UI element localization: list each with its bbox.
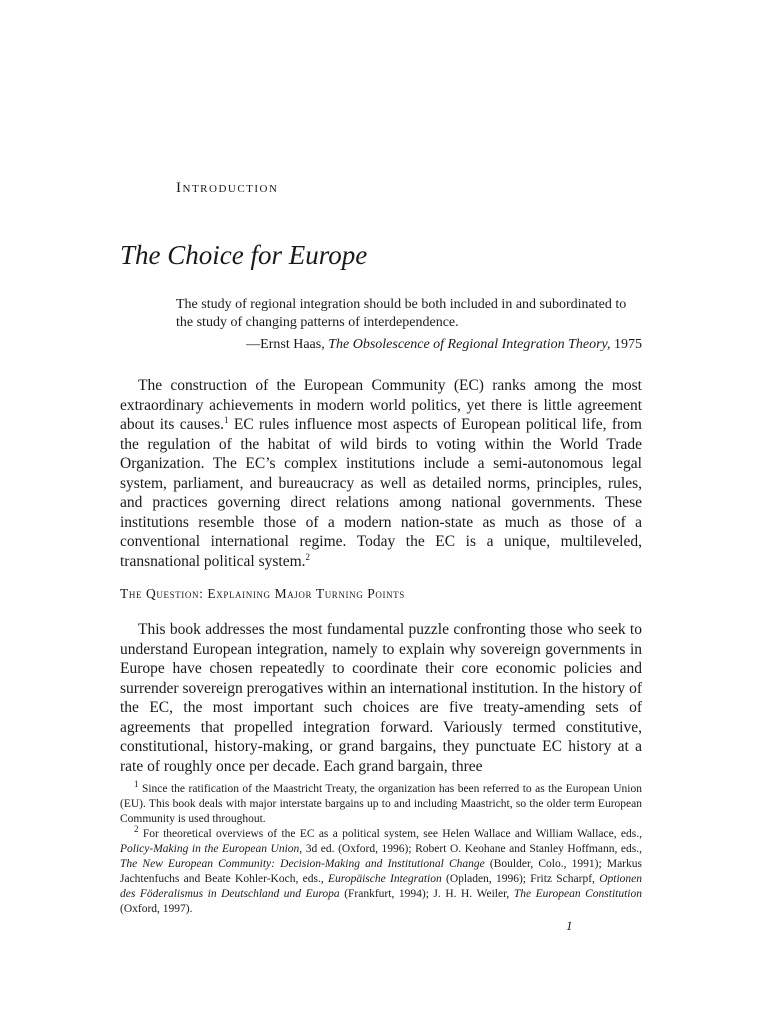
attribution-year: 1975 [610,337,642,352]
paragraph-1-text-a: The construction of the European Community (EC) ranks among the most extraordinary achievements in modern world politics, yet there is little agreement about its causes. [120,377,642,433]
epigraph-attribution [176,336,642,354]
fn2-text-1: For theoretical overviews of the EC as a political system, see Helen Wallace and William Wallace, eds., [138,828,642,840]
epigraph [176,296,642,354]
fn2-citation-3: Europäische Integration [328,873,442,885]
fn2-citation-4: Optionen des Föderalismus in Deutschland und Europa [120,873,643,900]
footnote-2 [120,824,643,917]
footnote-2-number: 2 [134,824,139,835]
fn2-text-4: (Opladen, 1996); Fritz Scharpf, [441,873,600,885]
epigraph-quote: The study of regional integration should be both included in and subordinated to the study of changing patterns of interdependence. [176,297,627,330]
chapter-kicker: Introduction [176,180,279,196]
attribution-prefix: —Ernst Haas, [246,337,329,352]
footnotes [120,779,643,917]
fn2-citation-5: The European Constitution [513,888,642,900]
fn2-citation-1: Policy-Making in the European Union, [120,843,303,855]
footnote-1 [120,779,642,827]
footnote-1-text: Since the ratification of the Maastricht Treaty, the organization has been referred to as the European Union (EU). This book deals with major interstate bargains up to and including Maastricht, so the older term European Community is used throughout. [120,783,642,825]
fn2-text-6: (Oxford, 1997). [120,903,193,915]
footnote-ref-2[interactable]: 2 [305,551,311,562]
footnote-1-number: 1 [134,779,139,790]
page-number: 1 [566,918,573,933]
fn2-text-5: (Frankfurt, 1994); J. H. H. Weiler, [339,888,514,900]
paragraph-1 [120,376,642,571]
section-heading: The Question: Explaining Major Turning Points [120,586,405,601]
fn2-text-3: (Boulder, Colo., 1991); Markus Jachtenfuchs and Beate Kohler-Koch, eds., [120,858,642,885]
paragraph-1-text-b: EC rules influence most aspects of European political life, from the regulation of the habitat of wild birds to voting within the World Trade Organization. The EC’s complex institutions include a semi-autonomous legal system, parliament, and bureaucracy as well as detailed norms, principles, rules, and practices governing direct relations among national governments. These institutions resemble those of a modern nation-state as much as those of a conventional international regime. Today the EC is a unique, multileveled, transnational political system. [120,416,642,570]
chapter-title: The Choice for Europe [120,240,368,270]
footnote-ref-1[interactable]: 1 [224,414,229,425]
paragraph-2: This book addresses the most fundamental puzzle confronting those who seek to understand European integration, namely to explain why sovereign governments in Europe have chosen repeatedly to coordinate their core economic policies and surrender sovereign prerogatives within an international institution. In the history of the EC, the most important such choices are five treaty-amending sets of agreements that propelled integration forward. Variously termed constitutive, constitutional, history-making, or grand bargains, they punctuate EC history at a rate of roughly once per decade. Each grand bargain, three [120,621,642,775]
fn2-text-2: 3d ed. (Oxford, 1996); Robert O. Keohane and Stanley Hoffmann, eds., [302,843,642,855]
attribution-title: The Obsolescence of Regional Integration Theory, [328,337,611,352]
fn2-citation-2: The New European Community: Decision-Making and Institutional Change [120,858,485,870]
